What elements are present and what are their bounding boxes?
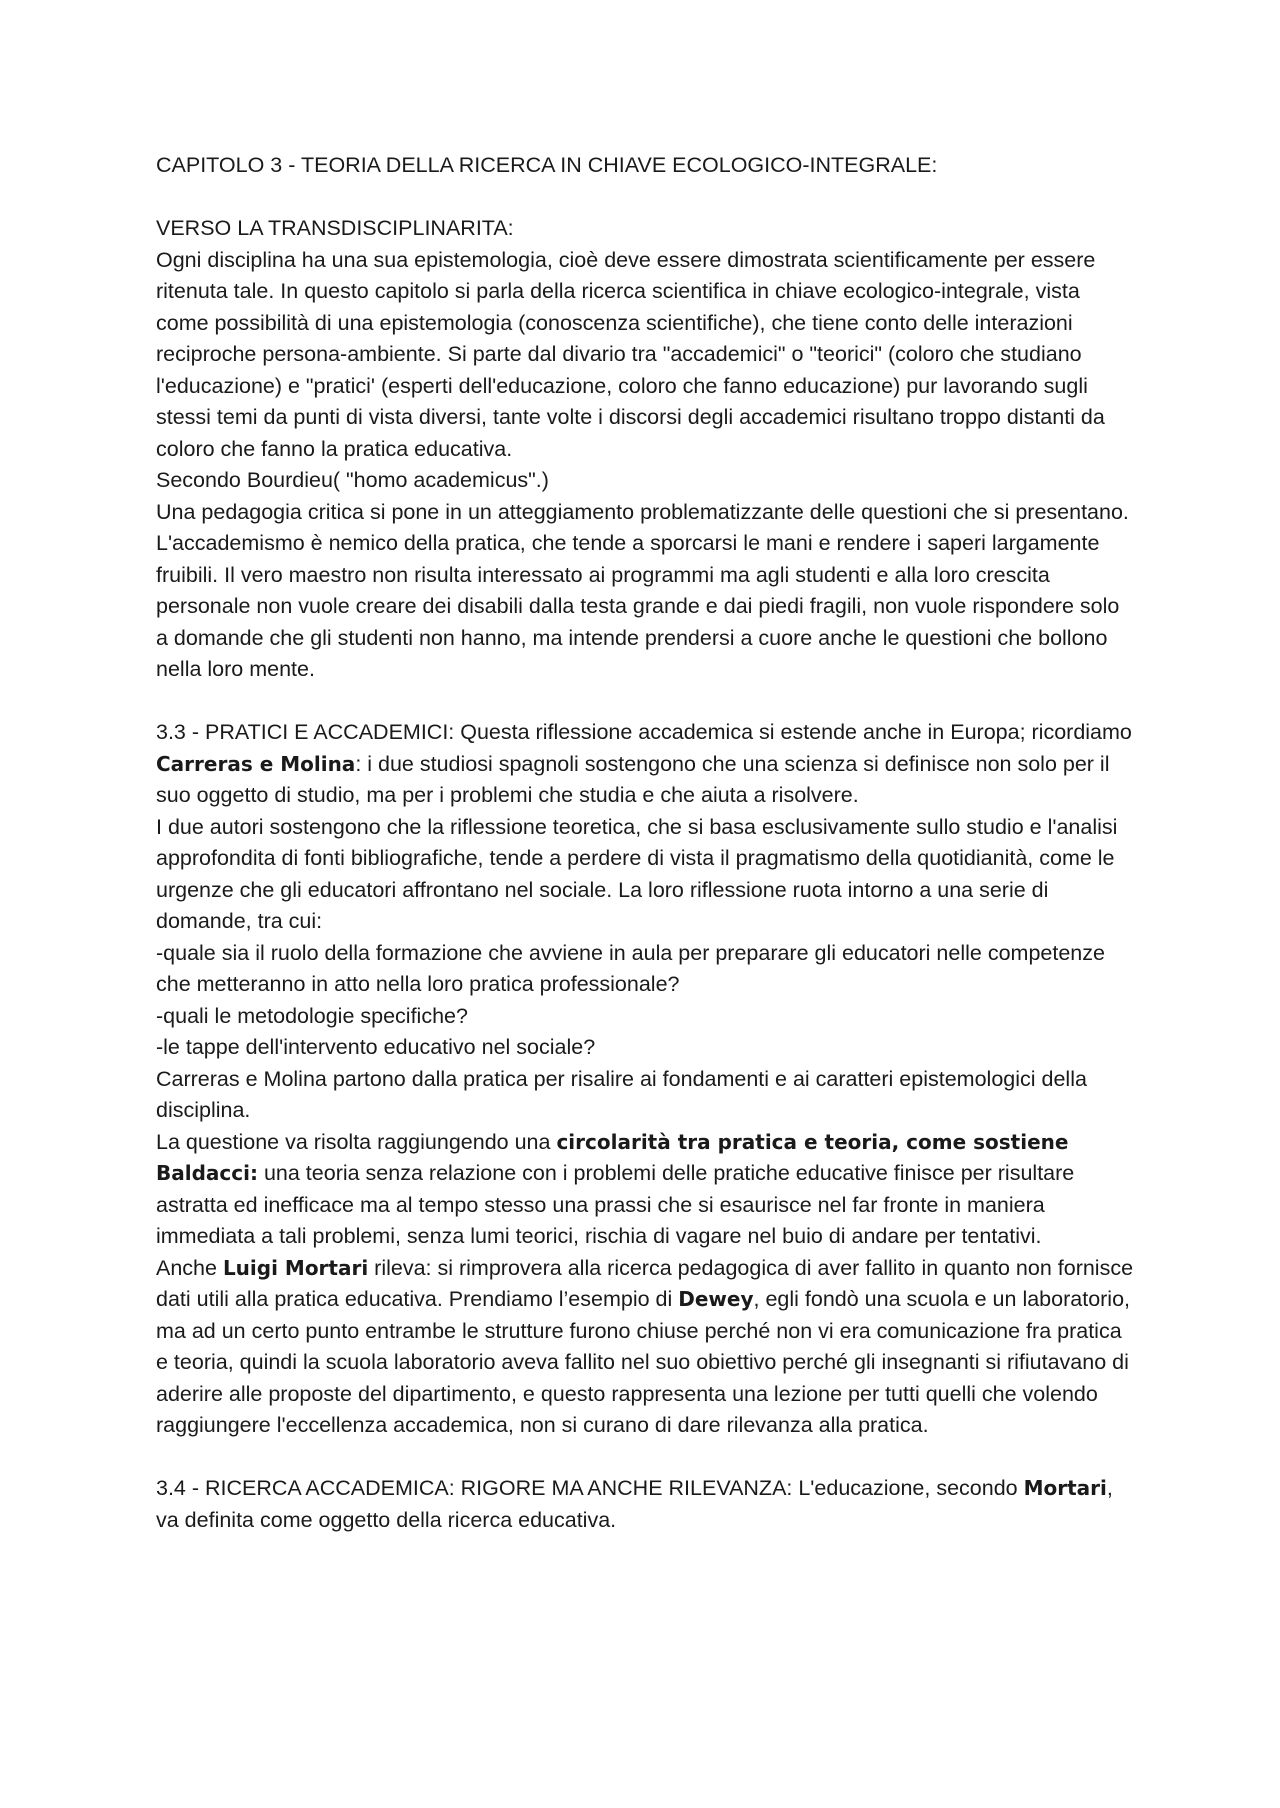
emphasis-mortari: Mortari: [1023, 1476, 1107, 1500]
emphasis-luigi-mortari: Luigi Mortari: [222, 1255, 369, 1280]
question-item: -quali le metodologie specifiche?: [156, 1003, 468, 1028]
document-page: [156, 150, 1140, 1536]
blank-line: [156, 686, 1136, 718]
emphasis-carreras-molina: Carreras e Molina: [156, 751, 356, 776]
question-item: -quale sia il ruolo della formazione che avviene in aula per preparare gli educatori nelle competenze che metteranno in atto nella loro pratica professionale?: [156, 940, 1111, 996]
paragraph-epistemologia: Ogni disciplina ha una sua epistemologia, cioè deve essere dimostrata scientificamente per essere ritenuta tale. In questo capitolo si parla della ricerca scientifica in chiave ecologico-integrale, vista come possibilità di una epistemologia (conoscenza scientifiche), che tiene conto delle interazioni reciproche persona-ambiente. Si parte dal divario tra "accademici" o "teorici" (coloro che studiano l'educazione) e "pratici' (esperti dell'educazione, coloro che fanno educazione) pur lavorando sugli stessi temi da punti di vista diversi, tante volte i discorsi degli accademici risultano troppo distanti da coloro che fanno la pratica educativa.: [156, 247, 1111, 461]
section-heading-transdisciplinarita: VERSO LA TRANSDISCIPLINARITA:: [156, 216, 514, 240]
chapter-title: CAPITOLO 3 - TEORIA DELLA RICERCA IN CHIAVE ECOLOGICO-INTEGRALE:: [156, 153, 938, 177]
section-3-3-intro-rest: : i due studiosi spagnoli sostengono che una scienza si definisce non solo per il suo oggetto di studio, ma per i problemi che studia e che aiuta a risolvere.: [156, 751, 1116, 807]
mortari-text: Anche: [156, 1255, 223, 1280]
question-item: -le tappe dell'intervento educativo nel sociale?: [156, 1035, 596, 1059]
section-3-4-intro-rest: , va definita come oggetto della ricerca educativa.: [156, 1476, 1119, 1532]
emphasis-dewey: Dewey: [678, 1287, 754, 1311]
paragraph-baldacci: [156, 1127, 1136, 1253]
baldacci-text-rest: una teoria senza relazione con i problemi delle pratiche educative finisce per risultare astratta ed inefficace ma al tempo stesso una prassi che si esaurisce nel far fronte in maniera immediata a tali problemi, senza lumi teorici, rischia di vagare nel buio di andare per tentativi.: [156, 1161, 1081, 1248]
paragraph-mortari-dewey: [156, 1253, 1140, 1442]
paragraph-bourdieu: Secondo Bourdieu( "homo academicus".): [156, 468, 549, 492]
mortari-text-middle: rileva: si rimprovera alla ricerca pedagogica di aver fallito in quanto non fornisce dati utili alla pratica educativa. Prendiamo l’esempio di: [156, 1255, 1140, 1311]
emphasis-circolarita-baldacci: circolarità tra pratica e teoria, come sostiene Baldacci:: [156, 1129, 1076, 1185]
paragraph-pedagogia-critica: Una pedagogia critica si pone in un atteggiamento problematizzante delle questioni che si presentano. L'accademismo è nemico della pratica, che tende a sporcarsi le mani e rendere i saperi largamente fruibili. Il vero maestro non risulta interessato ai programmi ma agli studenti e alla loro crescita personale non vuole creare dei disabili dalla testa grande e dai piedi fragili, non vuole rispondere solo a domande che gli studenti non hanno, ma intende prendersi a cuore anche le questioni che bollono nella loro mente.: [156, 499, 1135, 681]
paragraph-carreras-molina: Carreras e Molina partono dalla pratica per risalire ai fondamenti e ai caratteri epistemologici della disciplina.: [156, 1066, 1093, 1122]
baldacci-text: La questione va risolta raggiungendo una: [156, 1129, 557, 1154]
mortari-text-rest: , egli fondò una scuola e un laboratorio, ma ad un certo punto entrambe le strutture furono chiuse perché non vi era comunicazione fra pratica e teoria, quindi la scuola laboratorio aveva fallito nel suo obiettivo perché gli insegnanti si rifiutavano di aderire alle proposte del dipartimento, e questo rappresenta una lezione per tutti quelli che volendo raggiungere l'eccellenza accademica, non si curano di dare rilevanza alla pratica.: [156, 1287, 1136, 1437]
blank-line: [156, 1442, 1136, 1474]
paragraph-riflessione-teoretica: I due autori sostengono che la riflessione teoretica, che si basa esclusivamente sullo studio e l'analisi approfondita di fonti bibliografiche, tende a perdere di vista il pragmatismo della quotidianità, come le urgenze che gli educatori affrontano nel sociale. La loro riflessione ruota intorno a una serie di domande, tra cui:: [156, 814, 1124, 933]
blank-line: [156, 182, 1136, 214]
section-3-3-intro: [156, 717, 1136, 812]
section-3-4-intro-text: 3.4 - RICERCA ACCADEMICA: RIGORE MA ANCHE RILEVANZA: L'educazione, secondo: [156, 1476, 1024, 1500]
section-3-4-intro: [156, 1473, 1136, 1536]
section-3-3-intro-text: 3.3 - PRATICI E ACCADEMICI: Questa riflessione accademica si estende anche in Europa; ricordiamo: [156, 720, 1138, 744]
